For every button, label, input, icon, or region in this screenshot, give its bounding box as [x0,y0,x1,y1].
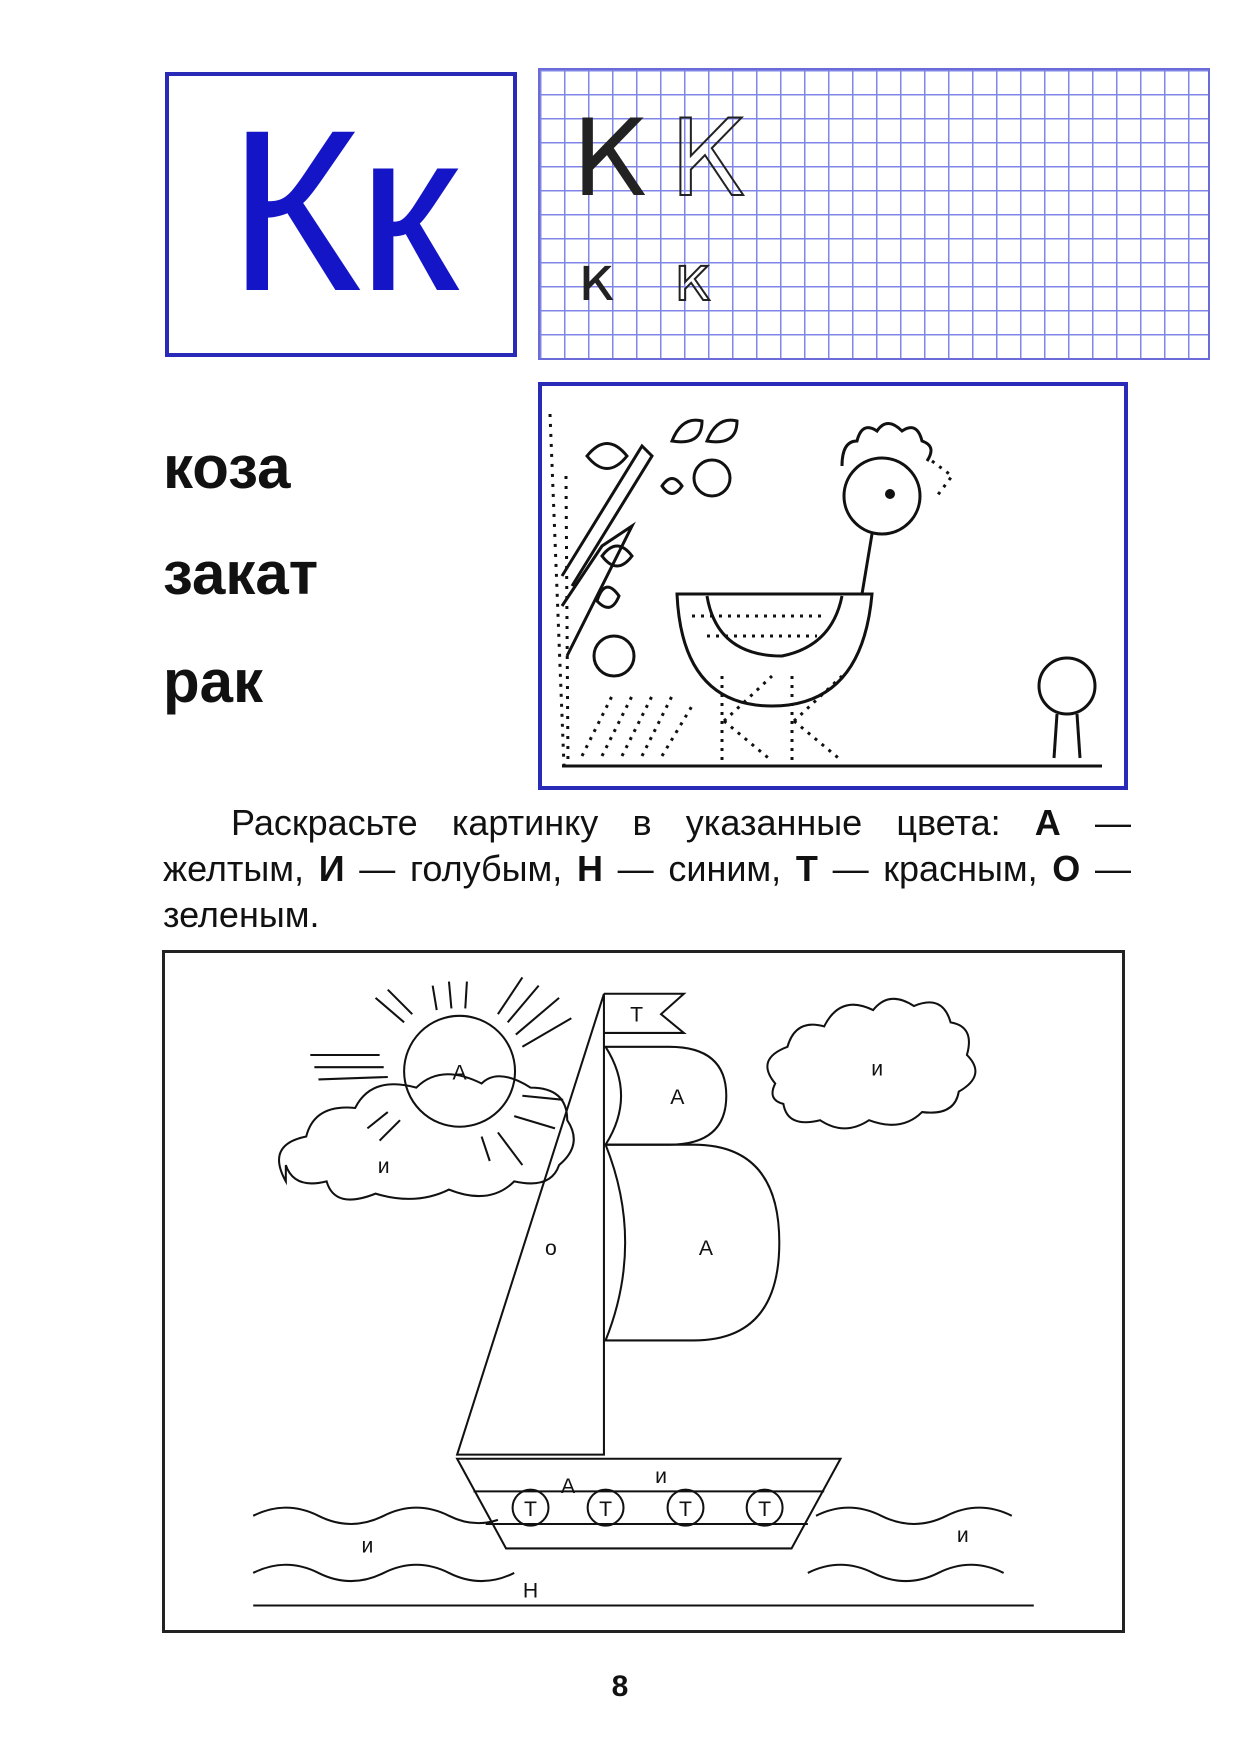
chick-leg [1077,714,1080,758]
coloring-drawing [165,953,1122,1630]
sail-top [606,1047,727,1145]
word-rak: рак [163,648,264,715]
wave-line [816,1508,1012,1524]
sun-rays [310,977,571,1165]
label-porthole: Т [679,1497,692,1521]
sail-bottom [606,1145,780,1341]
label-porthole: Т [758,1497,772,1521]
triangle-sail [457,994,604,1455]
instruction-color: зеленым. [163,894,320,935]
instruction-letter: И [318,848,345,889]
label-flag: Т [630,1003,644,1027]
instruction-letter: Т [795,848,818,889]
label-sea-bottom: Н [522,1579,539,1603]
page-number: 8 [611,1670,629,1703]
leaf-shape [707,420,737,442]
cloud-left [279,1074,574,1199]
label-sun: А [452,1061,467,1085]
leaf-shape [672,420,702,442]
instruction-color: синим, [668,848,782,889]
instruction-dash: — [602,848,669,889]
label-hull-band: А [560,1474,576,1498]
label-triangle-sail: о [545,1236,557,1260]
instruction-letter: Н [576,848,603,889]
label-porthole: Т [599,1497,613,1521]
wave-line [808,1565,1004,1581]
word-koza: коза [163,434,291,501]
coloring-picture [162,950,1125,1633]
hen-beak-dots [932,461,952,496]
hen-head [844,458,920,534]
label-sail-bottom: А [698,1236,713,1260]
tree-dotted-line [566,476,568,766]
instruction-dash: — [817,848,884,889]
label-sail-top: А [670,1085,685,1109]
label-water-right: и [956,1523,969,1547]
leaf-shape [662,479,682,494]
word-zakat: закат [163,540,319,607]
label-water-left: и [361,1534,374,1558]
grid-small-sample: к [578,242,616,315]
chick-leg [1054,714,1057,758]
instruction-text [163,800,1131,938]
instruction-letter: О [1052,848,1081,889]
instruction-letter: А [1034,802,1061,843]
hidden-letter-k [794,676,842,721]
apple-shape [594,636,634,676]
grid-capital-trace: К [670,97,746,220]
instruction-dash: — [1080,848,1132,889]
tree-dotted-line [550,414,564,766]
letter-card [165,72,517,357]
hen-neck [862,534,872,594]
practice-grid [538,68,1210,360]
instruction-color: голубым, [410,848,563,889]
instruction-lead: Раскрасьте картинку в указанные цвета: [231,802,1001,843]
chick-shape [1039,658,1095,714]
hidden-letters-picture [538,382,1128,790]
hidden-letter-k [724,721,772,761]
instruction-dash: — [1060,802,1131,843]
label-cloud-right: и [871,1057,884,1081]
grid-capital-sample: К [572,97,648,220]
apple-shape [694,460,730,496]
hen-body [677,594,872,706]
flag-shape [604,994,684,1033]
instruction-dash: — [344,848,410,889]
letter-card-text: Кк [227,81,455,339]
wave-line [253,1508,498,1524]
instruction-color: желтым, [163,848,305,889]
hen-eye [885,489,895,499]
grass-stroke [662,706,692,756]
leaf-shape [587,444,627,469]
hidden-letters-drawing [542,386,1124,786]
label-deck: и [655,1465,667,1489]
hen-wing [707,596,842,656]
label-porthole: Т [524,1497,538,1521]
hidden-letter-k [794,721,842,761]
instruction-color: красным, [883,848,1038,889]
wave-line [253,1565,514,1581]
grid-small-trace: к [674,242,712,315]
label-cloud-left: и [377,1155,390,1179]
